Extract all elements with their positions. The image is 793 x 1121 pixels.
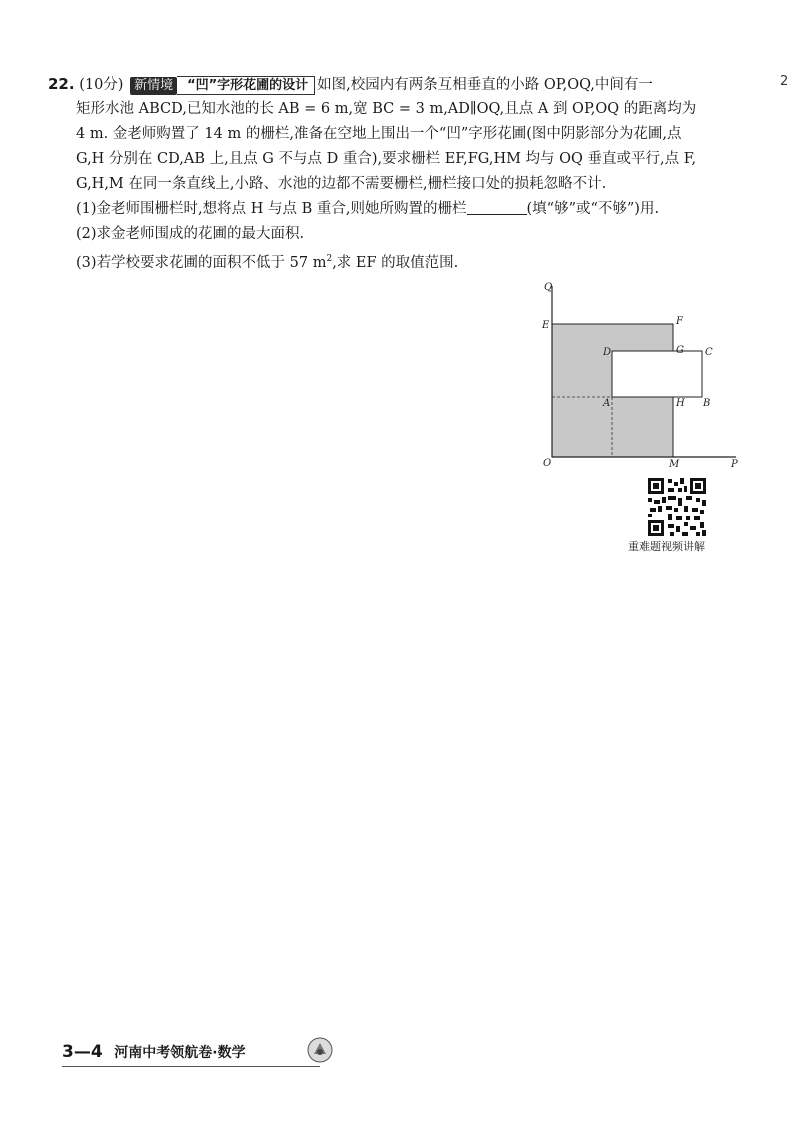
- label-e: E: [542, 320, 550, 331]
- pool-rectangle: [612, 351, 702, 397]
- question-points: (10分): [79, 77, 124, 93]
- subquestion-3-text: (3)若学校要求花圃的面积不低于 57 m: [76, 254, 327, 271]
- label-b: B: [703, 398, 711, 409]
- problem-text-line: 4 m. 金老师购置了 14 m 的栅栏,准备在空地上围出一个“凹”字形花圃(图中阴影部分为花圃,点: [76, 126, 682, 142]
- label-p: P: [731, 459, 738, 470]
- publisher-logo-icon: [306, 1036, 334, 1064]
- problem-line-1: [48, 72, 748, 97]
- subquestion-1-text: (1)金老师围栅栏时,想将点 H 与点 B 重合,则她所购置的栅栏: [76, 201, 467, 217]
- context-title-tag: “凹”字形花圃的设计: [177, 76, 315, 95]
- problem-text-line: 矩形水池 ABCD,已知水池的长 AB = 6 m,宽 BC = 3 m,AD∥OQ,且点 A 到 OP,OQ 的距离均为: [76, 101, 697, 117]
- label-m: M: [669, 459, 680, 470]
- subquestion-1-tail: (填“够”或“不够”)用.: [526, 201, 660, 217]
- footer-divider: [62, 1066, 320, 1067]
- qr-code-icon[interactable]: [646, 476, 708, 538]
- page-footer: [62, 1042, 342, 1068]
- qr-caption: 重难题视频讲解: [628, 540, 705, 553]
- label-h: H: [676, 398, 685, 409]
- unit-exponent: 2: [326, 254, 333, 264]
- problem-text-line: G,H 分别在 CD,AB 上,且点 G 不与点 D 重合),要求栅栏 EF,FG,HM 均与 OQ 垂直或平行,点 F,: [76, 151, 697, 167]
- new-context-tag: 新情境: [130, 77, 177, 95]
- question-number: 22.: [48, 75, 75, 93]
- problem-text-line: G,H,M 在同一条直线上,小路、水池的边都不需要栅栏,栅栏接口处的损耗忽略不计.: [76, 176, 607, 192]
- subquestion-3: [48, 247, 748, 272]
- label-c: C: [705, 347, 713, 358]
- label-d: D: [603, 347, 612, 358]
- page-number: 3—4: [62, 1042, 103, 1062]
- answer-blank[interactable]: [467, 200, 527, 215]
- garden-figure: [536, 276, 746, 476]
- problem-text-line: 如图,校园内有两条互相垂直的小路 OP,OQ,中间有一: [317, 77, 653, 93]
- label-g: G: [676, 345, 684, 356]
- subquestion-3-tail: ,求 EF 的取值范围.: [332, 254, 459, 271]
- label-o: O: [543, 458, 552, 469]
- series-title: 河南中考领航卷·数学: [114, 1045, 246, 1061]
- label-q: Q: [544, 282, 553, 293]
- side-mark: 2: [780, 74, 789, 89]
- label-f: F: [676, 316, 683, 327]
- label-a: A: [603, 398, 611, 409]
- problem-22: [48, 72, 748, 272]
- subquestion-2: (2)求金老师围成的花圃的最大面积.: [76, 226, 305, 242]
- subquestion-1: [48, 197, 748, 222]
